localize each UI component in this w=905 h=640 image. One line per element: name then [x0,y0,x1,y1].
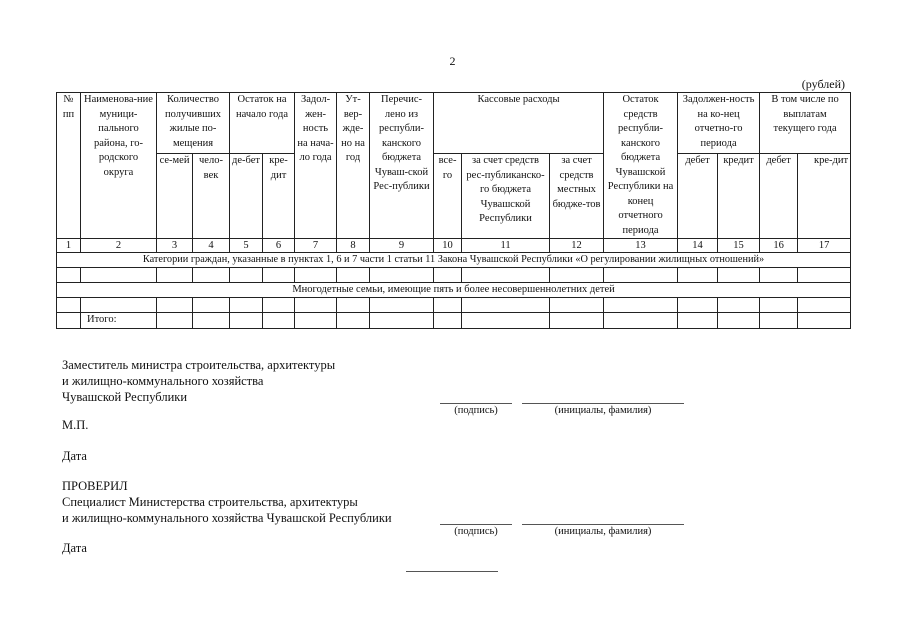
col-header-opening-balance: Остаток на начало года [230,93,295,154]
page-number: 2 [449,54,456,68]
total-label: Итого: [81,313,157,329]
col-header-families: се-мей [157,154,193,239]
col-header-cash-total: все-го [434,154,462,239]
date-label: Дата [62,449,87,463]
column-number: 12 [550,239,604,253]
col-header-approved: Ут-вер-жде-но на год [337,93,370,239]
column-number: 5 [230,239,263,253]
units-label: (рублей) [801,77,845,91]
col-header-current-debit: дебет [760,154,798,239]
column-number: 7 [295,239,337,253]
column-number: 17 [798,239,851,253]
signature-caption: (подпись) [454,405,498,416]
signature-caption: (подпись) [454,526,498,537]
col-header-closing-balance: Остаток средств республи-канского бюджета Чувашской Республики на конец отчетного периода [604,93,678,239]
col-header-cash-local: за счет средств местных бюдже-тов [550,154,604,239]
signer-title-line: Заместитель министра строительства, архитектуры [62,358,336,372]
column-number: 6 [263,239,295,253]
col-header-current-year: В том числе по выплатам текущего года [760,93,851,154]
signature-block-specialist [62,478,392,526]
column-number-row [57,239,851,253]
name-line [522,403,684,404]
col-header-cash-republic: за счет средств рес-публиканско-го бюджета Чувашской Республики [462,154,550,239]
signer-title-line: Специалист Министерства строительства, архитектуры [62,495,358,509]
signature-line [440,524,512,525]
footer-rule [406,571,498,572]
col-header-municipality: Наименова-ние муници-пального района, го-родского округа [81,93,157,239]
column-number: 14 [678,239,718,253]
column-number: 1 [57,239,81,253]
column-number: 15 [718,239,760,253]
table-row [57,268,851,283]
col-header-closing-debit: дебет [678,154,718,239]
signer-title-line: и жилищно-коммунального хозяйства [62,374,264,388]
column-number: 8 [337,239,370,253]
col-header-opening-credit: кре-дит [263,154,295,239]
name-caption: (инициалы, фамилия) [554,405,652,416]
col-header-opening-debit: де-бет [230,154,263,239]
col-header-closing-credit: кредит [718,154,760,239]
column-number: 2 [81,239,157,253]
header-row-1 [57,93,851,154]
category-row [57,283,851,298]
date-label: Дата [62,541,87,555]
table-row [57,298,851,313]
report-table [56,92,851,329]
total-row [57,313,851,329]
col-header-cash-expenses: Кассовые расходы [434,93,604,154]
stamp-label: М.П. [62,418,89,432]
header-row-2 [57,154,851,239]
column-number: 11 [462,239,550,253]
signature-line [440,403,512,404]
category-heading: Категории граждан, указанные в пунктах 1, 6 и 7 части 1 статьи 11 Закона Чувашской Республики «О регулировании жилищных отношений» [57,253,851,268]
signer-title-line: и жилищно-коммунального хозяйства Чувашской Республики [62,511,392,525]
signature-block-deputy-minister [62,357,335,405]
column-number: 9 [370,239,434,253]
column-number: 3 [157,239,193,253]
category-row [57,253,851,268]
col-header-current-credit: кре-дит [798,154,851,239]
column-number: 13 [604,239,678,253]
name-line [522,524,684,525]
category-heading: Многодетные семьи, имеющие пять и более несовершеннолетних детей [57,283,851,298]
checked-label: ПРОВЕРИЛ [62,479,128,493]
col-header-recipients: Количество получивших жилые по-мещения [157,93,230,154]
column-number: 10 [434,239,462,253]
col-header-transferred: Перечис-лено из республи-канского бюджета Чуваш-ской Рес-публики [370,93,434,239]
col-header-opening-debt: Задол-жен-ность на нача-ло года [295,93,337,239]
signer-title-line: Чувашской Республики [62,390,188,404]
col-header-persons: чело-век [193,154,230,239]
column-number: 4 [193,239,230,253]
column-number: 16 [760,239,798,253]
col-header-closing-debt: Задолжен-ность на ко-нец отчетно-го периода [678,93,760,154]
col-header-number: № пп [57,93,81,239]
name-caption: (инициалы, фамилия) [554,526,652,537]
